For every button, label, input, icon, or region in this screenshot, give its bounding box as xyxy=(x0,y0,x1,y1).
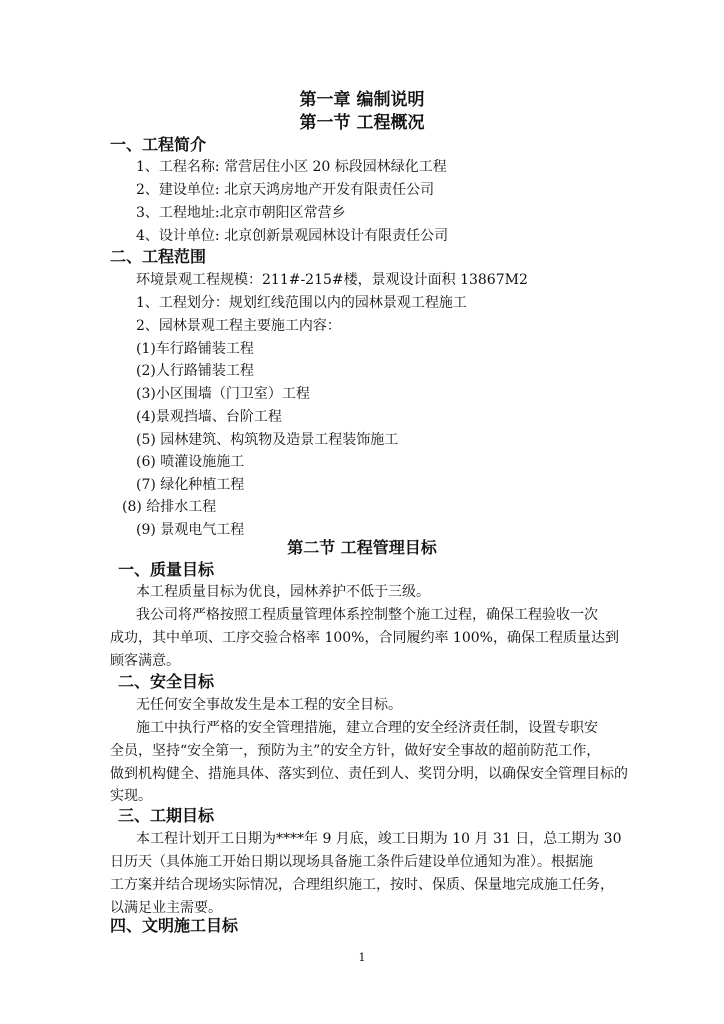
schedule-line: 本工程计划开工日期为****年 9 月底，竣工日期为 10 月 31 日，总工期为 30 xyxy=(136,831,622,847)
page-number: 1 xyxy=(358,951,366,964)
intro-item: 4、设计单位: 北京创新景观园林设计有限责任公司 xyxy=(136,228,449,244)
scope-line: (8) 给排水工程 xyxy=(122,499,217,515)
scope-line: (1)车行路铺装工程 xyxy=(136,341,254,357)
quality-line: 成功，其中单项、工序交验合格率 100%，合同履约率 100%，确保工程质量达到 xyxy=(110,630,619,646)
scope-line: (7) 绿化种植工程 xyxy=(136,477,245,493)
safety-line: 全员，坚持“安全第一，预防为主”的安全方针，做好安全事故的超前防范工作， xyxy=(110,743,601,759)
safety-line: 实现。 xyxy=(110,788,152,804)
scope-line: (2)人行路铺装工程 xyxy=(136,363,254,379)
heading-project-scope: 二、工程范围 xyxy=(110,247,207,266)
scope-line: 2、园林景观工程主要施工内容： xyxy=(136,318,341,334)
quality-line: 本工程质量目标为优良，园林养护不低于三级。 xyxy=(136,584,430,600)
scope-line: (3)小区围墙（门卫室）工程 xyxy=(136,386,310,402)
quality-line: 顾客满意。 xyxy=(110,653,180,669)
heading-project-intro: 一、工程简介 xyxy=(110,135,207,154)
safety-line: 无任何安全事故发生是本工程的安全目标。 xyxy=(136,697,402,713)
intro-item: 2、建设单位: 北京天鸿房地产开发有限责任公司 xyxy=(136,182,435,198)
heading-schedule: 三、工期目标 xyxy=(118,806,215,825)
heading-quality: 一、质量目标 xyxy=(118,560,215,579)
scope-line: (9) 景观电气工程 xyxy=(136,522,245,538)
heading-civilized-construction: 四、文明施工目标 xyxy=(110,916,239,935)
chapter-title: 第一章 编制说明 xyxy=(299,90,425,110)
intro-item: 3、工程地址:北京市朝阳区常营乡 xyxy=(136,205,346,221)
schedule-line: 日历天（具体施工开始日期以现场具备施工条件后建设单位通知为准）。根据施 xyxy=(110,854,593,870)
safety-line: 做到机构健全、措施具体、落实到位、责任到人、奖罚分明，以确保安全管理目标的 xyxy=(110,766,628,782)
quality-line: 我公司将严格按照工程质量管理体系控制整个施工过程，确保工程验收一次 xyxy=(136,607,598,623)
section-title-2: 第二节 工程管理目标 xyxy=(287,538,437,557)
section-title-1: 第一节 工程概况 xyxy=(299,113,425,133)
intro-item: 1、工程名称: 常营居住小区 20 标段园林绿化工程 xyxy=(136,159,447,175)
scope-line: (4)景观挡墙、台阶工程 xyxy=(136,409,282,425)
safety-line: 施工中执行严格的安全管理措施，建立合理的安全经济责任制，设置专职安 xyxy=(136,720,598,736)
heading-safety: 二、安全目标 xyxy=(118,672,215,691)
scope-line: 环境景观工程规模：211#-215#楼，景观设计面积 13867M2 xyxy=(136,272,528,288)
scope-line: (6) 喷灌设施施工 xyxy=(136,454,245,470)
scope-line: 1、工程划分：规划红线范围以内的园林景观工程施工 xyxy=(136,295,467,311)
scope-line: (5) 园林建筑、构筑物及造景工程装饰施工 xyxy=(136,432,399,448)
schedule-line: 以满足业主需要。 xyxy=(110,900,222,916)
schedule-line: 工方案并结合现场实际情况，合理组织施工，按时、保质、保量地完成施工任务， xyxy=(110,877,614,893)
